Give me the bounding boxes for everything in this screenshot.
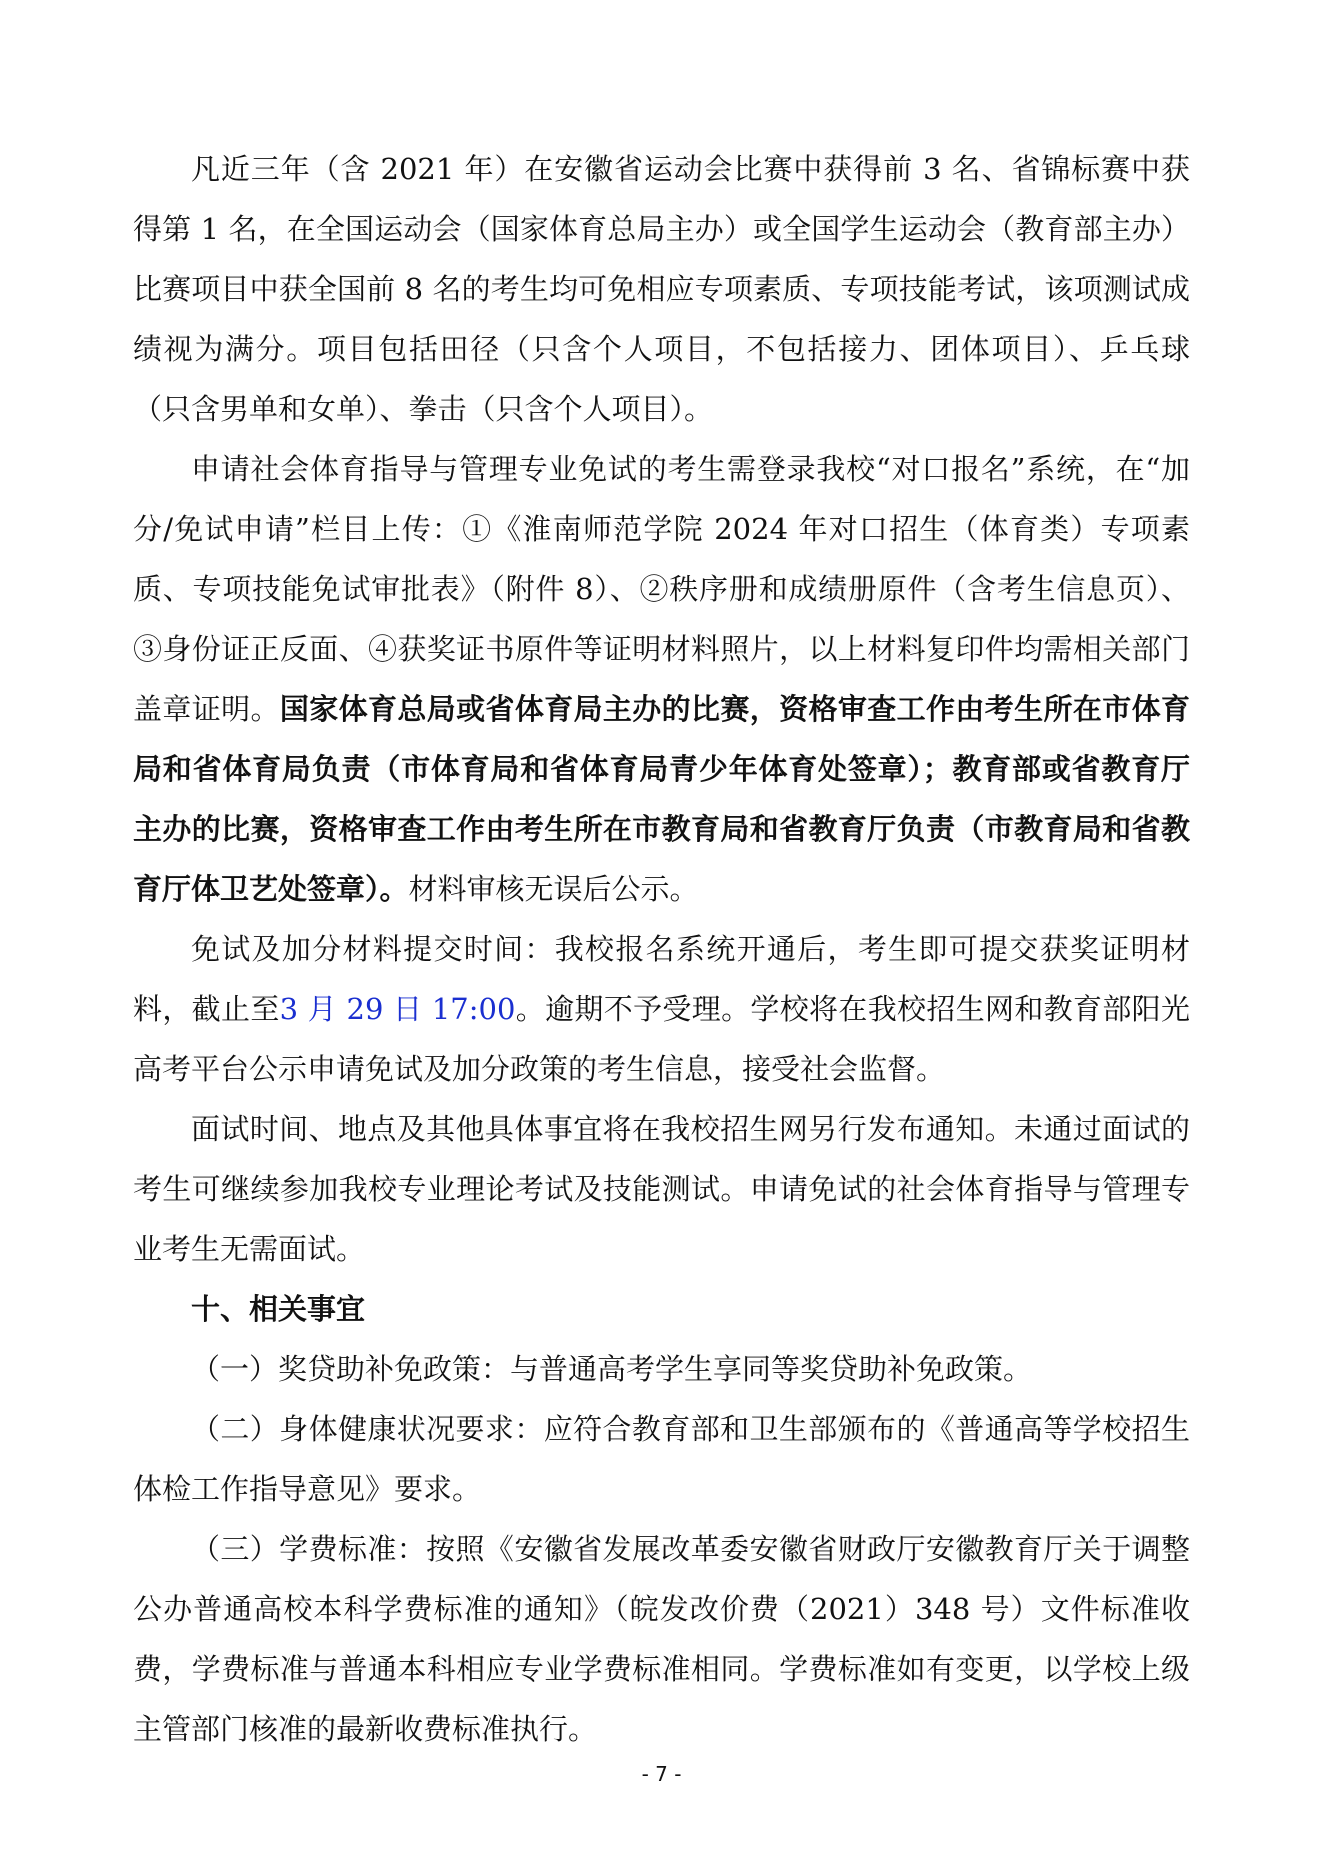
paragraph-application-procedure (133, 439, 1190, 919)
paragraph-exemption-criteria: 凡近三年（含 2021 年）在安徽省运动会比赛中获得前 3 名、省锦标赛中获得第 1 名，在全国运动会（国家体育总局主办）或全国学生运动会（教育部主办）比赛项目中获全国前 8 名的考生均可免相应专项素质、专项技能考试，该项测试成绩视为满分。项目包括田径（只含个人项目，不包括接力、团体项目）、乒乓球（只含男单和女单）、拳击（只含个人项目）。 (133, 152, 1190, 426)
section-item-health-requirements: （二）身体健康状况要求：应符合教育部和卫生部颁布的《普通高等学校招生体检工作指导意见》要求。 (133, 1412, 1190, 1506)
qualification-review-bold-text: 国家体育总局或省体育局主办的比赛，资格审查工作由考生所在市体育局和省体育局负责（市体育局和省体育局青少年体育处签章）；教育部或省教育厅主办的比赛，资格审查工作由考生所在市教育局和省教育厅负责（市教育局和省教育厅体卫艺处签章）。 (133, 692, 1190, 906)
submission-deadline-tail: 。逾期不予受理。学校将在我校招生网和教育部阳光高考平台公示申请免试及加分政策的考生信息，接受社会监督。 (133, 992, 1190, 1086)
section-item-tuition-standard: （三）学费标准：按照《安徽省发展改革委安徽省财政厅安徽教育厅关于调整公办普通高校本科学费标准的通知》（皖发改价费（2021）348 号）文件标准收费，学费标准与普通本科相应专业学费标准相同。学费标准如有变更，以学校上级主管部门核准的最新收费标准执行。 (133, 1532, 1190, 1746)
section-item-scholarship-policy: （一）奖贷助补免政策：与普通高考学生享同等奖贷助补免政策。 (191, 1352, 1033, 1386)
page-number: - 7 - (641, 1762, 682, 1786)
paragraph-interview-notice: 面试时间、地点及其他具体事宜将在我校招生网另行发布通知。未通过面试的考生可继续参加我校专业理论考试及技能测试。申请免试的社会体育指导与管理专业考生无需面试。 (133, 1112, 1190, 1266)
application-procedure-tail: 材料审核无误后公示。 (408, 872, 699, 906)
document-body (133, 139, 1190, 1759)
submission-deadline-text: 免试及加分材料提交时间：我校报名系统开通后，考生即可提交获奖证明材料，截止至 (133, 932, 1190, 1026)
paragraph-submission-deadline (133, 919, 1190, 1099)
section-heading-related-matters: 十、相关事宜 (191, 1292, 366, 1326)
deadline-date-highlight: 3 月 29 日 17:00 (279, 992, 516, 1026)
application-procedure-text: 申请社会体育指导与管理专业免试的考生需登录我校“对口报名”系统，在“加分/免试申请”栏目上传：①《淮南师范学院 2024 年对口招生（体育类）专项素质、专项技能免试审批表》（附件 8）、②秩序册和成绩册原件（含考生信息页）、③身份证正反面、④获奖证书原件等证明材料照片，以上材料复印件均需相关部门盖章证明。 (133, 452, 1190, 726)
